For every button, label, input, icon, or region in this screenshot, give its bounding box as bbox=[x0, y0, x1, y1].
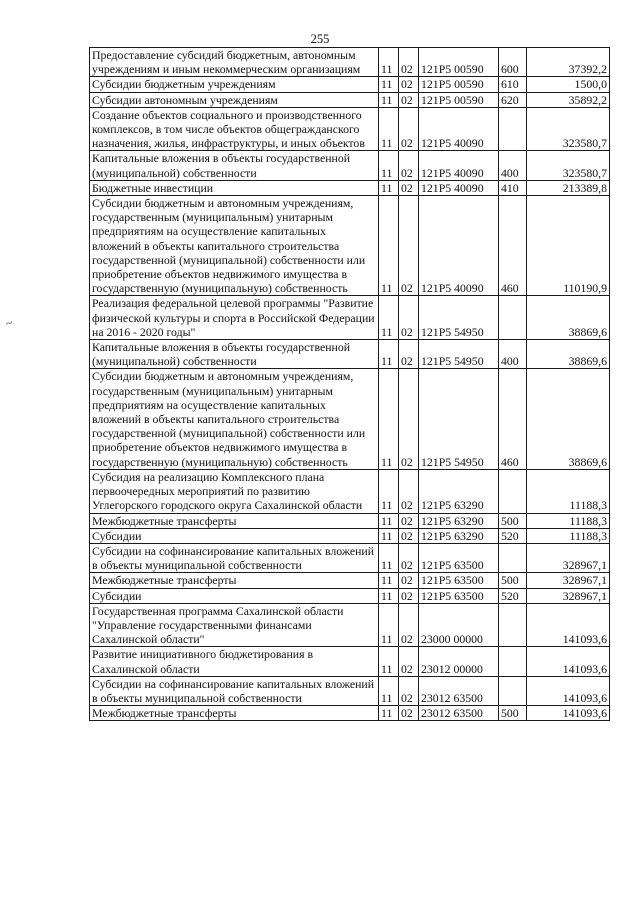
article-code-cell: 121P5 00590 bbox=[419, 77, 499, 92]
expense-type-cell: 600 bbox=[499, 48, 527, 77]
section-code-cell: 11 bbox=[379, 528, 399, 543]
amount-cell: 141093,6 bbox=[527, 706, 610, 721]
amount-cell: 328967,1 bbox=[527, 543, 610, 572]
section-code-cell: 11 bbox=[379, 603, 399, 647]
amount-cell: 11188,3 bbox=[527, 528, 610, 543]
section-code-cell: 11 bbox=[379, 706, 399, 721]
article-code-cell: 23000 00000 bbox=[419, 603, 499, 647]
subsection-code-cell: 02 bbox=[399, 196, 419, 296]
expense-type-cell: 520 bbox=[499, 528, 527, 543]
section-code-cell: 11 bbox=[379, 92, 399, 107]
row-name-cell: Межбюджетные трансферты bbox=[90, 573, 379, 588]
subsection-code-cell: 02 bbox=[399, 180, 419, 195]
row-name-cell: Создание объектов социального и производственного комплексов, в том числе объектов общегражданского назначения, жилья, инфраструктуры, и иных объектов bbox=[90, 107, 379, 151]
amount-cell: 38869,6 bbox=[527, 296, 610, 340]
table-row bbox=[90, 528, 610, 543]
expense-type-cell bbox=[499, 107, 527, 151]
subsection-code-cell: 02 bbox=[399, 340, 419, 369]
row-name-cell: Межбюджетные трансферты bbox=[90, 706, 379, 721]
article-code-cell: 121P5 54950 bbox=[419, 340, 499, 369]
table-row bbox=[90, 588, 610, 603]
section-code-cell: 11 bbox=[379, 676, 399, 705]
row-name-cell: Реализация федеральной целевой программы "Развитие физической культуры и спорта в Российской Федерации на 2016 - 2020 годы" bbox=[90, 296, 379, 340]
expense-type-cell: 620 bbox=[499, 92, 527, 107]
margin-mark: ~ bbox=[3, 315, 15, 331]
row-name-cell: Предоставление субсидий бюджетным, автономным учреждениям и иным некоммерческим организациям bbox=[90, 48, 379, 77]
subsection-code-cell: 02 bbox=[399, 107, 419, 151]
section-code-cell: 11 bbox=[379, 180, 399, 195]
amount-cell: 38869,6 bbox=[527, 340, 610, 369]
table-row bbox=[90, 180, 610, 195]
expense-type-cell: 460 bbox=[499, 196, 527, 296]
table-row bbox=[90, 469, 610, 513]
article-code-cell: 121P5 40090 bbox=[419, 196, 499, 296]
article-code-cell: 121P5 54950 bbox=[419, 296, 499, 340]
amount-cell: 38869,6 bbox=[527, 369, 610, 469]
article-code-cell: 121P5 63290 bbox=[419, 528, 499, 543]
row-name-cell: Развитие инициативного бюджетирования в Сахалинской области bbox=[90, 647, 379, 676]
table-row bbox=[90, 107, 610, 151]
article-code-cell: 121P5 63500 bbox=[419, 573, 499, 588]
subsection-code-cell: 02 bbox=[399, 573, 419, 588]
subsection-code-cell: 02 bbox=[399, 647, 419, 676]
expense-type-cell bbox=[499, 603, 527, 647]
article-code-cell: 121P5 63500 bbox=[419, 543, 499, 572]
table-row bbox=[90, 48, 610, 77]
table-row bbox=[90, 296, 610, 340]
expense-type-cell: 410 bbox=[499, 180, 527, 195]
article-code-cell: 121P5 63500 bbox=[419, 588, 499, 603]
amount-cell: 323580,7 bbox=[527, 151, 610, 180]
row-name-cell: Субсидия на реализацию Комплексного плана первоочередных мероприятий по развитию Углегорского городского округа Сахалинской области bbox=[90, 469, 379, 513]
section-code-cell: 11 bbox=[379, 588, 399, 603]
amount-cell: 213389,8 bbox=[527, 180, 610, 195]
amount-cell: 37392,2 bbox=[527, 48, 610, 77]
expense-type-cell: 610 bbox=[499, 77, 527, 92]
row-name-cell: Субсидии бюджетным и автономным учреждениям, государственным (муниципальным) унитарным предприятиям на осуществление капитальных вложений в объекты капитального строительства государственной (муниципальной) собственности или приобретение объектов недвижимого имущества в государственную (муниципальную) собственность bbox=[90, 369, 379, 469]
subsection-code-cell: 02 bbox=[399, 588, 419, 603]
row-name-cell: Субсидии bbox=[90, 588, 379, 603]
section-code-cell: 11 bbox=[379, 296, 399, 340]
section-code-cell: 11 bbox=[379, 573, 399, 588]
page-number: 255 bbox=[310, 32, 330, 46]
section-code-cell: 11 bbox=[379, 513, 399, 528]
row-name-cell: Субсидии бюджетным и автономным учреждениям, государственным (муниципальным) унитарным предприятиям на осуществление капитальных вложений в объекты капитального строительства государственной (муниципальной) собственности или приобретение объектов недвижимого имущества в государственную (муниципальную) собственность bbox=[90, 196, 379, 296]
table-row bbox=[90, 603, 610, 647]
section-code-cell: 11 bbox=[379, 469, 399, 513]
amount-cell: 11188,3 bbox=[527, 469, 610, 513]
table-row bbox=[90, 151, 610, 180]
subsection-code-cell: 02 bbox=[399, 151, 419, 180]
amount-cell: 141093,6 bbox=[527, 647, 610, 676]
article-code-cell: 121P5 54950 bbox=[419, 369, 499, 469]
subsection-code-cell: 02 bbox=[399, 48, 419, 77]
section-code-cell: 11 bbox=[379, 77, 399, 92]
subsection-code-cell: 02 bbox=[399, 513, 419, 528]
table-row bbox=[90, 543, 610, 572]
amount-cell: 11188,3 bbox=[527, 513, 610, 528]
budget-table-body bbox=[90, 48, 610, 721]
table-row bbox=[90, 647, 610, 676]
table-row bbox=[90, 513, 610, 528]
article-code-cell: 121P5 00590 bbox=[419, 92, 499, 107]
article-code-cell: 23012 00000 bbox=[419, 647, 499, 676]
table-row bbox=[90, 369, 610, 469]
amount-cell: 328967,1 bbox=[527, 573, 610, 588]
section-code-cell: 11 bbox=[379, 340, 399, 369]
article-code-cell: 121P5 63290 bbox=[419, 469, 499, 513]
amount-cell: 35892,2 bbox=[527, 92, 610, 107]
expense-type-cell: 500 bbox=[499, 513, 527, 528]
row-name-cell: Бюджетные инвестиции bbox=[90, 180, 379, 195]
article-code-cell: 23012 63500 bbox=[419, 706, 499, 721]
article-code-cell: 121P5 40090 bbox=[419, 107, 499, 151]
expense-type-cell: 400 bbox=[499, 340, 527, 369]
table-row bbox=[90, 573, 610, 588]
article-code-cell: 121P5 40090 bbox=[419, 180, 499, 195]
table-row bbox=[90, 706, 610, 721]
subsection-code-cell: 02 bbox=[399, 528, 419, 543]
table-row bbox=[90, 92, 610, 107]
row-name-cell: Капитальные вложения в объекты государственной (муниципальной) собственности bbox=[90, 340, 379, 369]
section-code-cell: 11 bbox=[379, 48, 399, 77]
section-code-cell: 11 bbox=[379, 107, 399, 151]
amount-cell: 141093,6 bbox=[527, 676, 610, 705]
amount-cell: 328967,1 bbox=[527, 588, 610, 603]
article-code-cell: 121P5 00590 bbox=[419, 48, 499, 77]
expense-type-cell: 460 bbox=[499, 369, 527, 469]
section-code-cell: 11 bbox=[379, 196, 399, 296]
table-row bbox=[90, 77, 610, 92]
row-name-cell: Межбюджетные трансферты bbox=[90, 513, 379, 528]
amount-cell: 1500,0 bbox=[527, 77, 610, 92]
expense-type-cell bbox=[499, 676, 527, 705]
expense-type-cell: 520 bbox=[499, 588, 527, 603]
row-name-cell: Субсидии бюджетным учреждениям bbox=[90, 77, 379, 92]
subsection-code-cell: 02 bbox=[399, 469, 419, 513]
amount-cell: 141093,6 bbox=[527, 603, 610, 647]
row-name-cell: Субсидии автономным учреждениям bbox=[90, 92, 379, 107]
expense-type-cell bbox=[499, 543, 527, 572]
subsection-code-cell: 02 bbox=[399, 706, 419, 721]
amount-cell: 323580,7 bbox=[527, 107, 610, 151]
budget-table bbox=[89, 47, 610, 721]
expense-type-cell bbox=[499, 647, 527, 676]
section-code-cell: 11 bbox=[379, 369, 399, 469]
subsection-code-cell: 02 bbox=[399, 77, 419, 92]
article-code-cell: 121P5 40090 bbox=[419, 151, 499, 180]
subsection-code-cell: 02 bbox=[399, 92, 419, 107]
subsection-code-cell: 02 bbox=[399, 296, 419, 340]
table-row bbox=[90, 340, 610, 369]
row-name-cell: Субсидии bbox=[90, 528, 379, 543]
subsection-code-cell: 02 bbox=[399, 543, 419, 572]
section-code-cell: 11 bbox=[379, 543, 399, 572]
amount-cell: 110190,9 bbox=[527, 196, 610, 296]
article-code-cell: 121P5 63290 bbox=[419, 513, 499, 528]
expense-type-cell: 400 bbox=[499, 151, 527, 180]
row-name-cell: Капитальные вложения в объекты государственной (муниципальной) собственности bbox=[90, 151, 379, 180]
article-code-cell: 23012 63500 bbox=[419, 676, 499, 705]
row-name-cell: Субсидии на софинансирование капитальных вложений в объекты муниципальной собственности bbox=[90, 676, 379, 705]
subsection-code-cell: 02 bbox=[399, 603, 419, 647]
section-code-cell: 11 bbox=[379, 151, 399, 180]
expense-type-cell: 500 bbox=[499, 706, 527, 721]
table-row bbox=[90, 196, 610, 296]
expense-type-cell: 500 bbox=[499, 573, 527, 588]
expense-type-cell bbox=[499, 296, 527, 340]
expense-type-cell bbox=[499, 469, 527, 513]
subsection-code-cell: 02 bbox=[399, 676, 419, 705]
subsection-code-cell: 02 bbox=[399, 369, 419, 469]
row-name-cell: Государственная программа Сахалинской области "Управление государственными финансами Сахалинской области" bbox=[90, 603, 379, 647]
row-name-cell: Субсидии на софинансирование капитальных вложений в объекты муниципальной собственности bbox=[90, 543, 379, 572]
table-row bbox=[90, 676, 610, 705]
section-code-cell: 11 bbox=[379, 647, 399, 676]
